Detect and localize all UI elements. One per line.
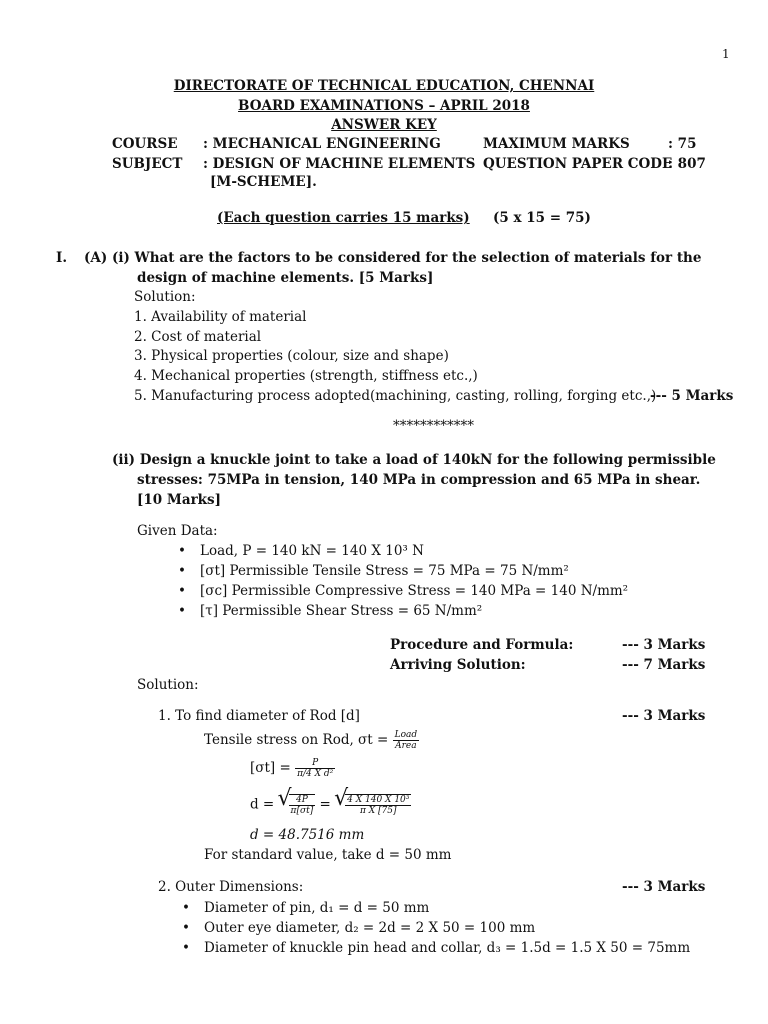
bullet-icon: • xyxy=(182,940,190,956)
standard-value: For standard value, take d = 50 mm xyxy=(204,847,452,863)
procedure-marks: --- 3 Marks xyxy=(622,637,706,653)
stress-p-over-area: [σt] = $\frac{P}{\text{π/4 X d²}}$ xyxy=(250,758,334,779)
question-1a-line2: design of machine elements. [5 Marks] xyxy=(137,270,434,286)
bullet-icon: • xyxy=(182,900,190,916)
bullet-icon: • xyxy=(178,583,186,599)
marks-5: --- 5 Marks xyxy=(650,388,734,404)
question-1aii-line2: stresses: 75MPa in tension, 140 MPa in compression and 65 MPa in shear. xyxy=(137,472,701,488)
subject-scheme: [M-SCHEME]. xyxy=(210,174,317,190)
step1-title: 1. To find diameter of Rod [d] xyxy=(158,708,360,724)
list-item: • [σc] Permissible Compressive Stress = 140 MPa = 140 N/mm² xyxy=(178,583,629,599)
list-item: 1. Availability of material xyxy=(134,309,307,325)
subject-value: : DESIGN OF MACHINE ELEMENTS xyxy=(203,156,476,172)
solution-label: Solution: xyxy=(134,289,196,305)
separator: ************ xyxy=(393,418,474,434)
procedure-label: Procedure and Formula: xyxy=(390,637,574,653)
marks-total: (5 x 15 = 75) xyxy=(493,210,591,226)
question-1aii-line1: (ii) Design a knuckle joint to take a load of 140kN for the following permissible xyxy=(112,452,716,468)
list-item: • Outer eye diameter, d₂ = 2d = 2 X 50 = 100 mm xyxy=(182,920,536,936)
course-value: : MECHANICAL ENGINEERING xyxy=(203,136,441,152)
header-board-exam: BOARD EXAMINATIONS – APRIL 2018 xyxy=(238,98,530,114)
step2-marks: --- 3 Marks xyxy=(622,879,706,895)
marks-note: (Each question carries 15 marks) xyxy=(217,210,470,226)
bullet-icon: • xyxy=(178,543,186,559)
diameter-result: d = 48.7516 mm xyxy=(250,827,365,843)
list-item: • [τ] Permissible Shear Stress = 65 N/mm² xyxy=(178,603,483,619)
bullet-icon: • xyxy=(182,920,190,936)
paper-code-value: : 807 xyxy=(668,156,706,172)
paper-code-label: QUESTION PAPER CODE xyxy=(483,156,673,172)
page-number: 1 xyxy=(722,47,730,61)
list-item: • Diameter of knuckle pin head and collar, d₃ = 1.5d = 1.5 X 50 = 75mm xyxy=(182,940,691,956)
arriving-label: Arriving Solution: xyxy=(390,657,526,673)
solution-label-2: Solution: xyxy=(137,677,199,693)
bullet-icon: • xyxy=(178,563,186,579)
list-item: • Diameter of pin, d₁ = d = 50 mm xyxy=(182,900,430,916)
bullet-icon: • xyxy=(178,603,186,619)
list-item: • [σt] Permissible Tensile Stress = 75 MPa = 75 N/mm² xyxy=(178,563,569,579)
header-directorate: DIRECTORATE OF TECHNICAL EDUCATION, CHENNAI xyxy=(173,78,595,94)
subject-label: SUBJECT xyxy=(112,156,183,172)
course-label: COURSE xyxy=(112,136,178,152)
list-item: 2. Cost of material xyxy=(134,329,262,345)
given-data-label: Given Data: xyxy=(137,523,218,539)
max-marks-label: MAXIMUM MARKS xyxy=(483,136,630,152)
header-answer-key: ANSWER KEY xyxy=(331,117,437,133)
diameter-formula: d = √ $\frac{4P}{\pi[\sigma t]}$ = √ $\frac{\text{4 X 140 X 10³}}{\text{π X [75]}}$ xyxy=(250,794,411,816)
list-item: 5. Manufacturing process adopted(machining, casting, rolling, forging etc.,) xyxy=(134,388,657,404)
arriving-marks: --- 7 Marks xyxy=(622,657,706,673)
max-marks-value: : 75 xyxy=(668,136,697,152)
step1-marks: --- 3 Marks xyxy=(622,708,706,724)
question-1a-line1: (A) (i) What are the factors to be considered for the selection of materials for the xyxy=(84,250,702,266)
tensile-stress-formula: Tensile stress on Rod, σt = $\frac{\text{Load}}{\text{Area}}$ xyxy=(204,730,418,751)
question-1aii-line3: [10 Marks] xyxy=(137,492,222,508)
step2-title: 2. Outer Dimensions: xyxy=(158,879,304,895)
list-item: • Load, P = 140 kN = 140 X 10³ N xyxy=(178,543,424,559)
question-roman: I. xyxy=(56,250,68,266)
list-item: 4. Mechanical properties (strength, stiffness etc.,) xyxy=(134,368,478,384)
list-item: 3. Physical properties (colour, size and shape) xyxy=(134,348,449,364)
